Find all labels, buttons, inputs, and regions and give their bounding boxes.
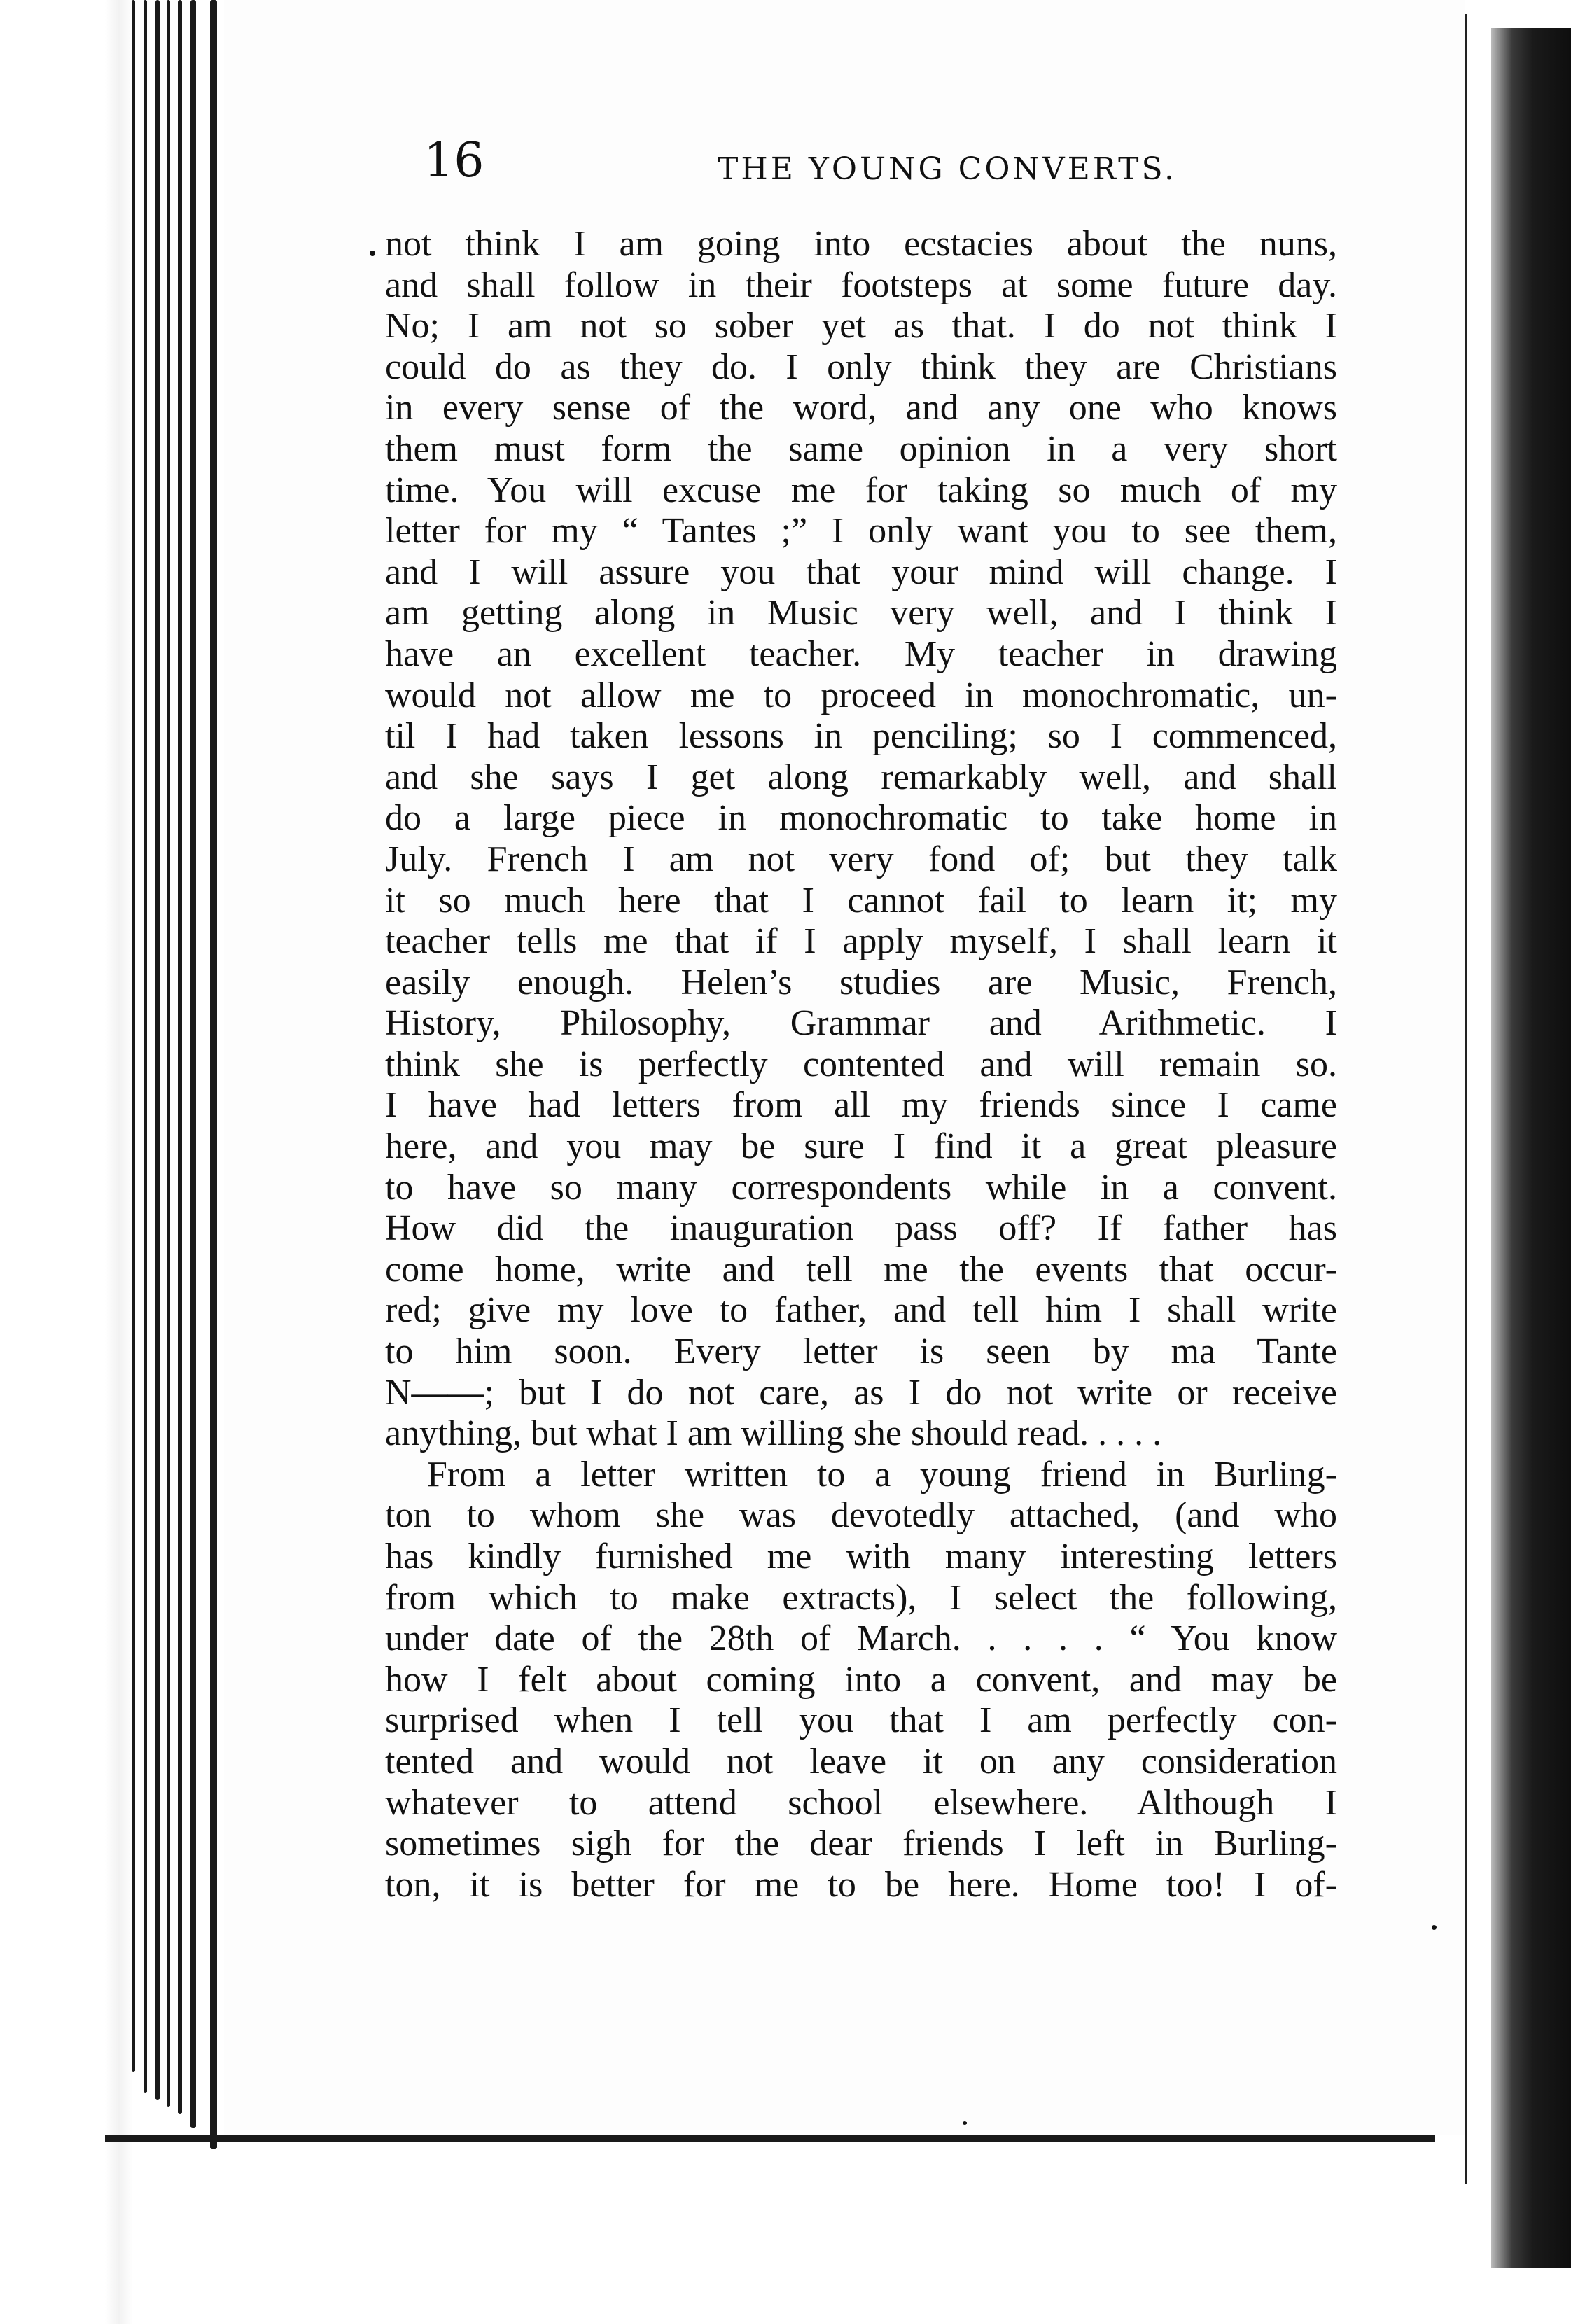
text-line: to him soon. Every letter is seen by ma Tante — [385, 1331, 1337, 1372]
text-line: time. You will excuse me for taking so much of my — [385, 470, 1337, 510]
text-line: whatever to attend school elsewhere. Although I — [385, 1782, 1337, 1823]
text-line: sometimes sigh for the dear friends I left in Burling- — [385, 1823, 1337, 1864]
paragraph-start-line: From a letter written to a young friend in Burling- — [427, 1454, 1337, 1494]
text-line: how I felt about coming into a convent, and may be — [385, 1659, 1337, 1700]
text-line: here, and you may be sure I find it a great pleasure — [385, 1126, 1337, 1167]
binding-line — [1465, 14, 1467, 2184]
page-edge — [190, 0, 196, 2128]
text-line: til I had taken lessons in penciling; so I commenced, — [385, 716, 1337, 757]
text-line: not think I am going into ecstacies about the nuns, — [385, 224, 1337, 264]
text-line: from which to make extracts), I select the following, — [385, 1577, 1337, 1618]
ink-speck — [1432, 1925, 1437, 1930]
text-line: and shall follow in their footsteps at some future day. — [385, 265, 1337, 305]
page-edge — [155, 0, 160, 2100]
text-line: do a large piece in monochromatic to take home in — [385, 798, 1337, 839]
text-line: tented and would not leave it on any consideration — [385, 1741, 1337, 1782]
text-line: I have had letters from all my friends since I came — [385, 1085, 1337, 1126]
text-line: could do as they do. I only think they are Christians — [385, 346, 1337, 387]
text-line: would not allow me to proceed in monochromatic, un- — [385, 675, 1337, 715]
text-line: N——; but I do not care, as I do not write or receive — [385, 1372, 1337, 1413]
page-edge — [144, 0, 147, 2093]
text-line: and she says I get along remarkably well, and shall — [385, 757, 1337, 797]
page-edge — [210, 0, 217, 2149]
text-line: easily enough. Helen’s studies are Music, French, — [385, 962, 1337, 1002]
ink-speck — [963, 2121, 967, 2125]
text-line: think she is perfectly contented and will remain so. — [385, 1044, 1337, 1084]
text-line: it so much here that I cannot fail to learn it; my — [385, 880, 1337, 920]
page-edge — [167, 0, 170, 2107]
text-line: No; I am not so sober yet as that. I do not think I — [385, 306, 1337, 346]
text-line: am getting along in Music very well, and I think I — [385, 593, 1337, 634]
text-line: red; give my love to father, and tell him I shall write — [385, 1290, 1337, 1331]
scan-shadow — [1491, 28, 1571, 2268]
page-bottom-edge — [105, 2135, 1435, 2142]
page-header — [424, 133, 1355, 196]
text-line: ton to whom she was devotedly attached, (and who — [385, 1495, 1337, 1536]
body-text — [385, 224, 1337, 1905]
text-line: to have so many correspondents while in a convent. — [385, 1167, 1337, 1208]
text-line: How did the inauguration pass off? If father has — [385, 1208, 1337, 1249]
running-head: THE YOUNG CONVERTS. — [718, 151, 1178, 187]
text-line: come home, write and tell me the events that occur- — [385, 1249, 1337, 1289]
text-line: surprised when I tell you that I am perfectly con- — [385, 1700, 1337, 1741]
page-edge — [132, 0, 135, 2072]
text-line: anything, but what I am willing she should read. . . . . — [385, 1413, 1162, 1454]
text-line: has kindly furnished me with many interesting letters — [385, 1536, 1337, 1576]
text-line: have an excellent teacher. My teacher in drawing — [385, 634, 1337, 674]
book-page — [224, 0, 1465, 2135]
text-line: in every sense of the word, and any one who knows — [385, 388, 1337, 428]
text-line: under date of the 28th of March. . . . . “ You know — [385, 1618, 1337, 1659]
page-edge — [178, 0, 182, 2114]
text-line: teacher tells me that if I apply myself, I shall learn it — [385, 921, 1337, 962]
text-line: History, Philosophy, Grammar and Arithmetic. I — [385, 1003, 1337, 1044]
text-line: ton, it is better for me to be here. Home too! I of- — [385, 1864, 1337, 1905]
page-number: 16 — [424, 133, 484, 188]
text-line: July. French I am not very fond of; but they talk — [385, 839, 1337, 879]
text-line: and I will assure you that your mind will change. I — [385, 552, 1337, 592]
text-line: letter for my “ Tantes ;” I only want you to see them, — [385, 511, 1337, 552]
text-line: them must form the same opinion in a very short — [385, 428, 1337, 469]
page-gutter — [0, 0, 224, 2324]
margin-dot — [370, 251, 375, 256]
